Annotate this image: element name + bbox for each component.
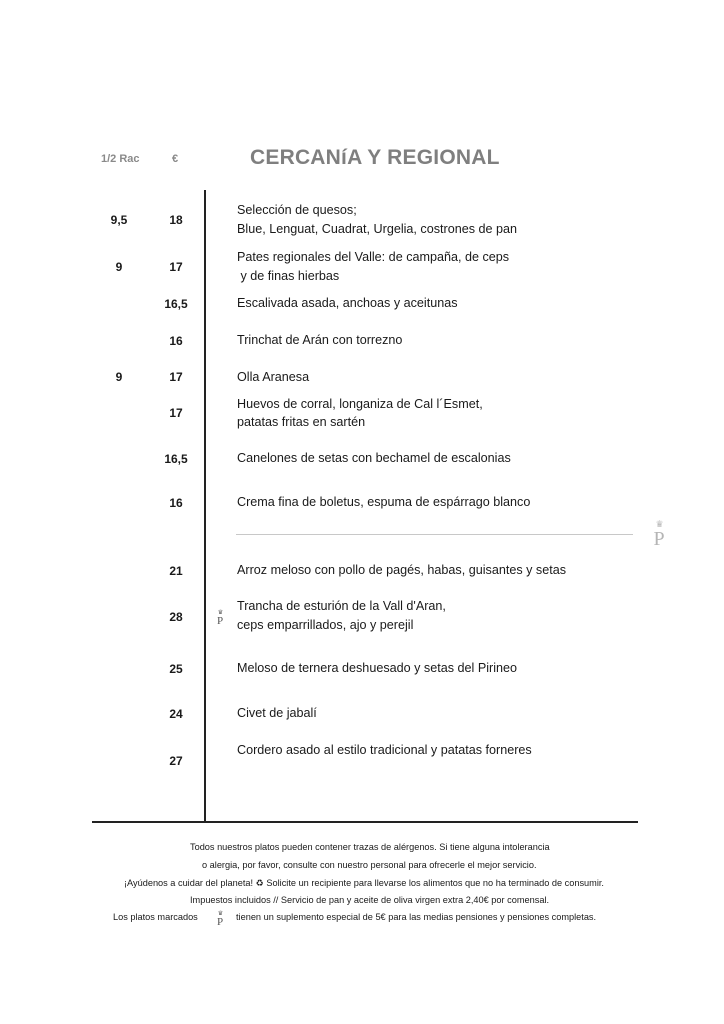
dish-name: Canelones de setas con bechamel de escalonias — [237, 451, 511, 465]
section-separator — [236, 534, 633, 535]
half-price: 9 — [115, 370, 123, 384]
half-price: 9 — [115, 260, 123, 274]
dish-price: 16 — [169, 334, 183, 348]
supplement-notice-label: Los platos marcados — [113, 912, 198, 922]
page-title: CERCANíA Y REGIONAL — [250, 146, 500, 169]
dish-description: y de finas hierbas — [237, 269, 340, 283]
dish-price: 16,5 — [164, 452, 188, 466]
half-price: 9,5 — [110, 213, 128, 227]
dish-price: 21 — [169, 564, 183, 578]
dish-name: Trancha de esturión de la Vall d'Aran, — [237, 599, 446, 613]
dish-price: 17 — [169, 260, 183, 274]
dish-description: Blue, Lenguat, Cuadrat, Urgelia, costrones de pan — [237, 222, 518, 236]
dish-price: 16,5 — [164, 297, 188, 311]
dish-name: Arroz meloso con pollo de pagés, habas, guisantes y setas — [237, 563, 567, 577]
dish-price: 18 — [169, 213, 183, 227]
dish-price: 28 — [169, 610, 183, 624]
supplement-legend-icon: ♛ P — [216, 911, 224, 928]
taxes-notice: Impuestos incluidos // Servicio de pan y aceite de oliva virgen extra 2,40€ por comensal. — [190, 895, 550, 905]
restaurant-logo-icon: ♛ P — [653, 519, 665, 550]
dish-price: 17 — [169, 406, 183, 420]
dish-name: Civet de jabalí — [237, 706, 317, 720]
dish-name: Selección de quesos; — [237, 203, 357, 217]
half-ration-header: 1/2 Rac — [101, 153, 140, 165]
dish-price: 25 — [169, 662, 183, 676]
dish-name: Meloso de ternera deshuesado y setas del Pirineo — [237, 661, 518, 675]
dish-name: Escalivada asada, anchoas y aceitunas — [237, 296, 458, 310]
dish-name: Pates regionales del Valle: de campaña, de ceps — [237, 250, 510, 264]
dish-price: 17 — [169, 370, 183, 384]
column-divider — [204, 190, 206, 822]
supplement-mark-icon: ♛ P — [216, 610, 224, 627]
dish-description: ceps emparrillados, ajo y perejil — [237, 618, 414, 632]
planet-notice: ¡Ayúdenos a cuidar del planeta! ♻ Solicite un recipiente para llevarse los alimentos que no ha terminado de consumir. — [124, 878, 604, 888]
dish-description: patatas fritas en sartén — [237, 415, 366, 429]
footer-rule — [92, 821, 638, 823]
dish-name: Crema fina de boletus, espuma de espárrago blanco — [237, 495, 531, 509]
dish-name: Olla Aranesa — [237, 370, 310, 384]
dish-name: Cordero asado al estilo tradicional y patatas forneres — [237, 743, 532, 757]
dish-price: 24 — [169, 707, 183, 721]
dish-price: 16 — [169, 496, 183, 510]
dish-name: Huevos de corral, longaniza de Cal l´Esmet, — [237, 397, 483, 411]
allergen-notice-continued: o alergia, por favor, consulte con nuestro personal para ofrecerle el mejor servicio. — [202, 860, 537, 870]
price-header: € — [172, 153, 179, 165]
dish-price: 27 — [169, 754, 183, 768]
supplement-notice: tienen un suplemento especial de 5€ para las medias pensiones y pensiones completas. — [236, 912, 597, 922]
dish-name: Trinchat de Arán con torrezno — [237, 333, 403, 347]
allergen-notice: Todos nuestros platos pueden contener trazas de alérgenos. Si tiene alguna intolerancia — [190, 842, 550, 852]
